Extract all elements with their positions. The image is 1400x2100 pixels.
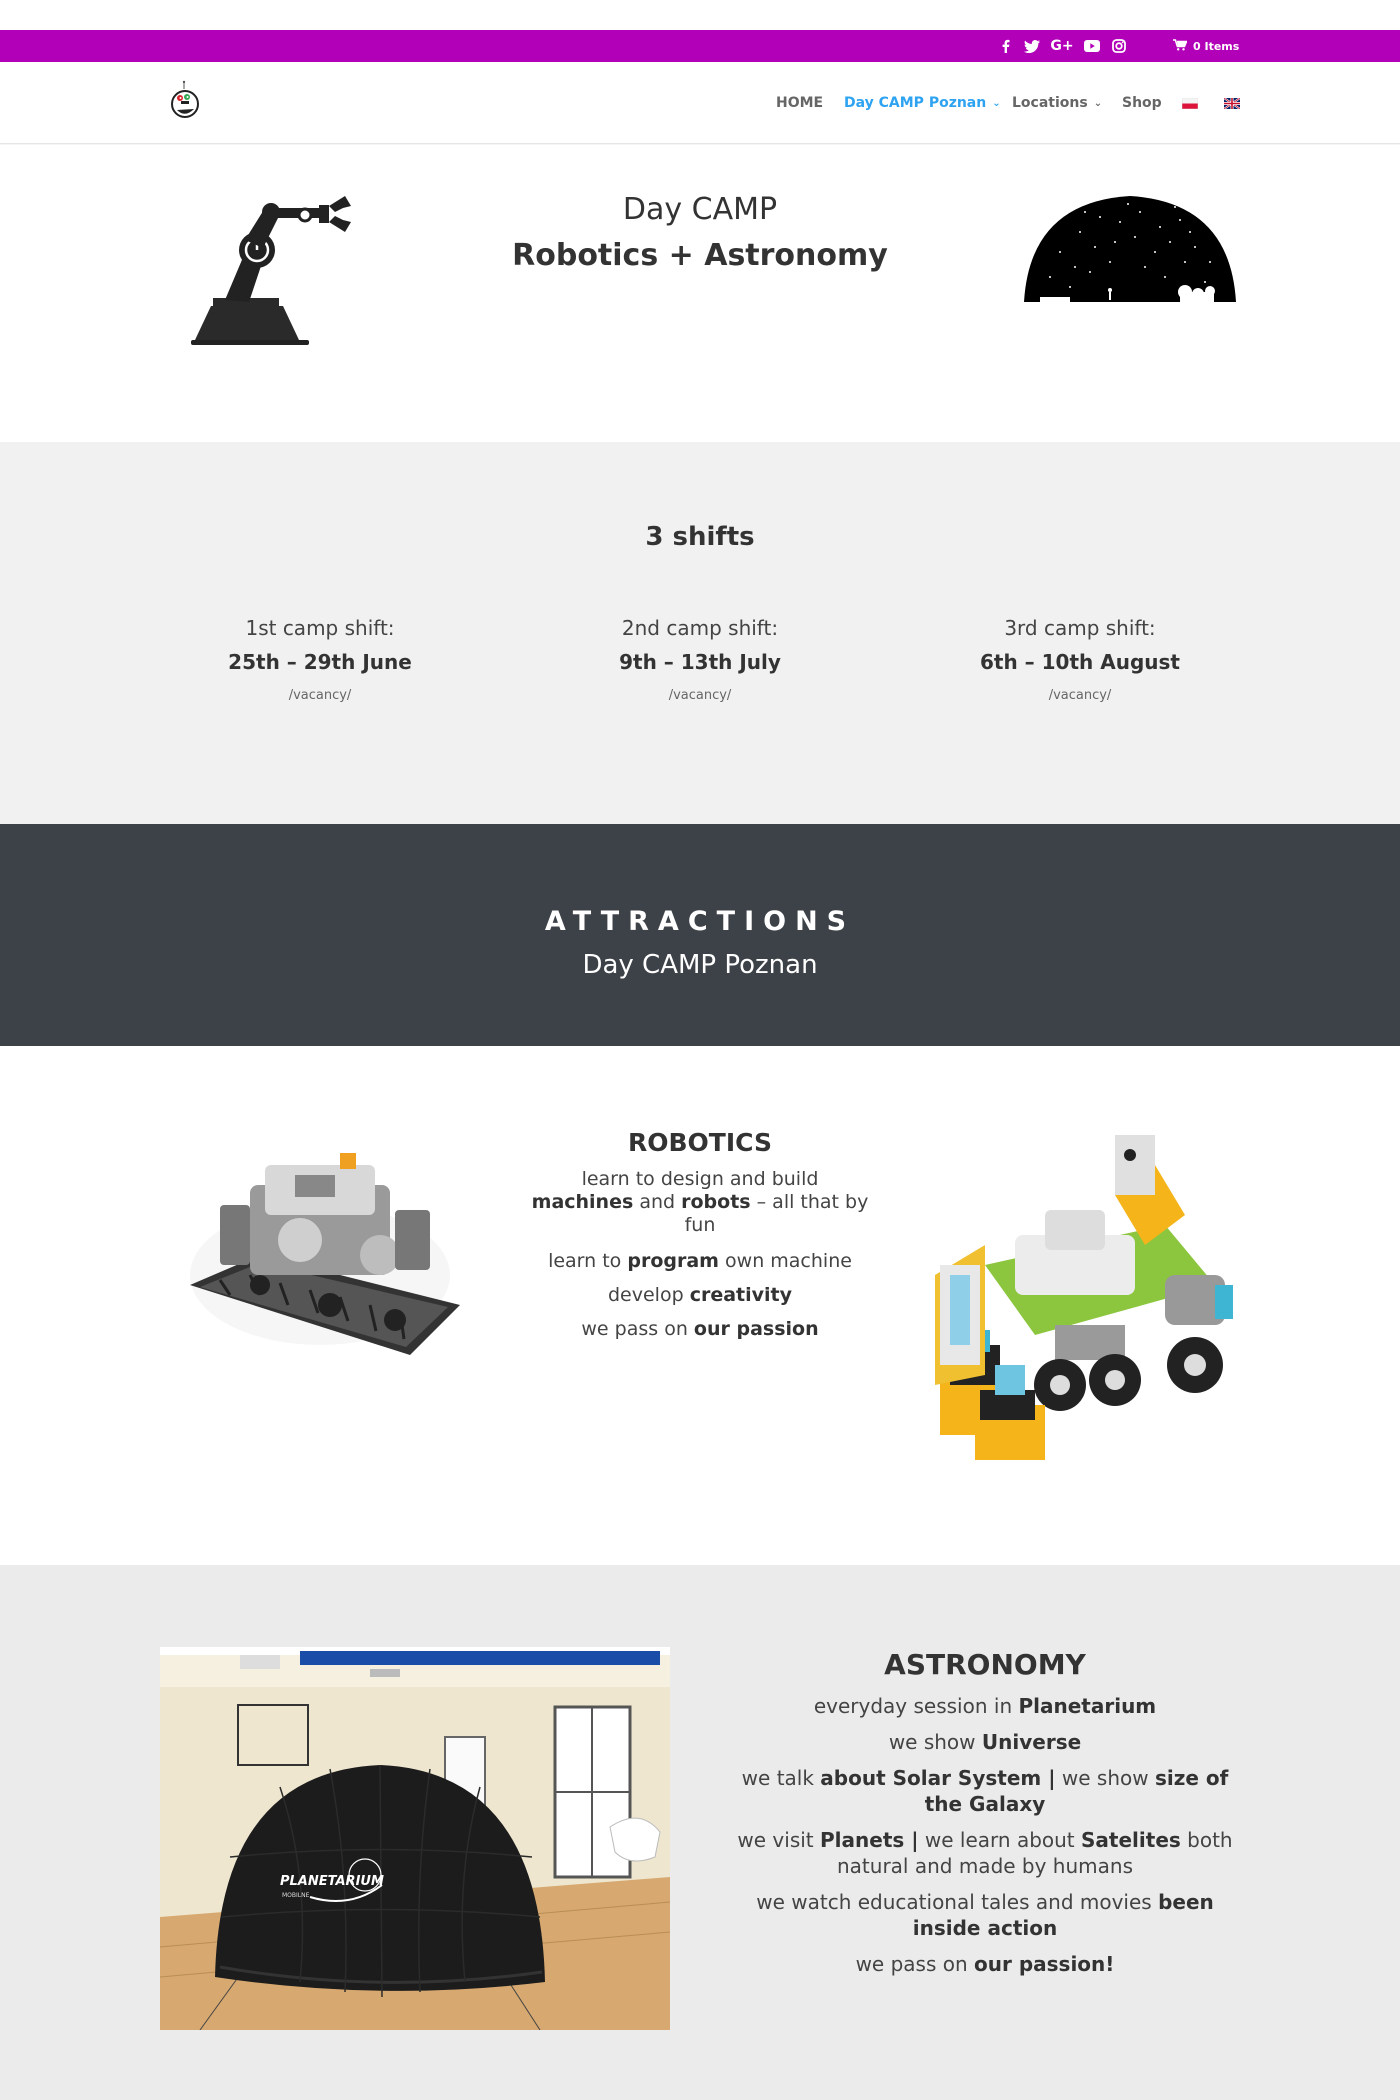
shift-card-2 (530, 616, 870, 703)
google-plus-icon[interactable]: G+ (1050, 38, 1074, 54)
hero-title: Day CAMP (622, 192, 778, 227)
robotics-line-3: develop creativity (608, 1284, 792, 1306)
chevron-down-icon: ⌄ (1093, 98, 1103, 109)
shift-card-3 (910, 616, 1250, 703)
shifts-title: 3 shifts (645, 522, 755, 552)
instagram-icon[interactable] (1111, 38, 1127, 54)
astronomy-line-1: everyday session in Planetarium (813, 1694, 1157, 1718)
nav-item-shop[interactable]: Shop (1122, 95, 1162, 111)
cart-link[interactable] (1173, 30, 1239, 62)
shopping-cart-icon (1173, 39, 1187, 54)
language-polish-flag-icon[interactable] (1182, 97, 1198, 113)
top-bar (0, 30, 1400, 62)
shift-dates: 9th – 13th July (619, 650, 781, 674)
dome-logo-subtext: MOBILNE (282, 1892, 310, 1899)
astronomy-title: ASTRONOMY (884, 1648, 1086, 1681)
shift-label: 1st camp shift: (245, 616, 395, 640)
tracked-robot-image (180, 1135, 465, 1365)
shift-dates: 25th – 29th June (228, 650, 412, 674)
robotics-line-2: learn to program own machine (548, 1250, 852, 1272)
shift-card-1 (150, 616, 490, 703)
astronomy-line-3: we talk about Solar System | we show size of the Galaxy (741, 1766, 1229, 1816)
shift-vacancy: /vacancy/ (288, 688, 352, 703)
dome-logo-text: PLANETARIUM (280, 1874, 384, 1889)
shift-label: 3rd camp shift: (1004, 616, 1156, 640)
shift-dates: 6th – 10th August (980, 650, 1180, 674)
youtube-icon[interactable] (1084, 38, 1100, 54)
language-english-flag-icon[interactable] (1224, 97, 1240, 113)
robot-arm-illustration (185, 188, 375, 353)
social-links (997, 30, 1138, 62)
main-nav (0, 62, 1400, 144)
robotics-line-4: we pass on our passion (581, 1318, 819, 1340)
astronomy-line-2: we show Universe (888, 1730, 1082, 1754)
attractions-subtitle: Day CAMP Poznan (582, 950, 818, 980)
nav-item-day-camp-poznan[interactable]: Day CAMP Poznan ⌄ (844, 95, 1001, 111)
robotics-line-1: learn to design and build machines and robots – all that by fun (531, 1168, 869, 1236)
chevron-down-icon: ⌄ (992, 98, 1001, 109)
astronomy-line-5: we watch educational tales and movies been inside action (756, 1890, 1214, 1940)
cart-count: 0 Items (1193, 39, 1240, 53)
nav-item-home[interactable]: HOME (776, 95, 824, 111)
planetarium-dome-photo (160, 1647, 670, 2030)
shift-vacancy: /vacancy/ (1048, 688, 1112, 703)
twitter-icon[interactable] (1024, 38, 1040, 54)
astronomy-line-6: we pass on our passion! (855, 1952, 1115, 1976)
night-sky-dome-illustration (1020, 192, 1240, 306)
shift-vacancy: /vacancy/ (668, 688, 732, 703)
hero-subtitle: Robotics + Astronomy (512, 238, 888, 273)
robotics-title: ROBOTICS (628, 1128, 772, 1157)
facebook-icon[interactable] (997, 38, 1013, 54)
lego-vehicle-image (915, 1125, 1245, 1485)
astronomy-line-4: we visit Planets | we learn about Satelites both natural and made by humans (737, 1828, 1233, 1878)
attractions-title: ATTRACTIONS (544, 906, 856, 937)
nav-item-locations[interactable]: Locations ⌄ (1012, 95, 1103, 111)
shift-label: 2nd camp shift: (621, 616, 779, 640)
